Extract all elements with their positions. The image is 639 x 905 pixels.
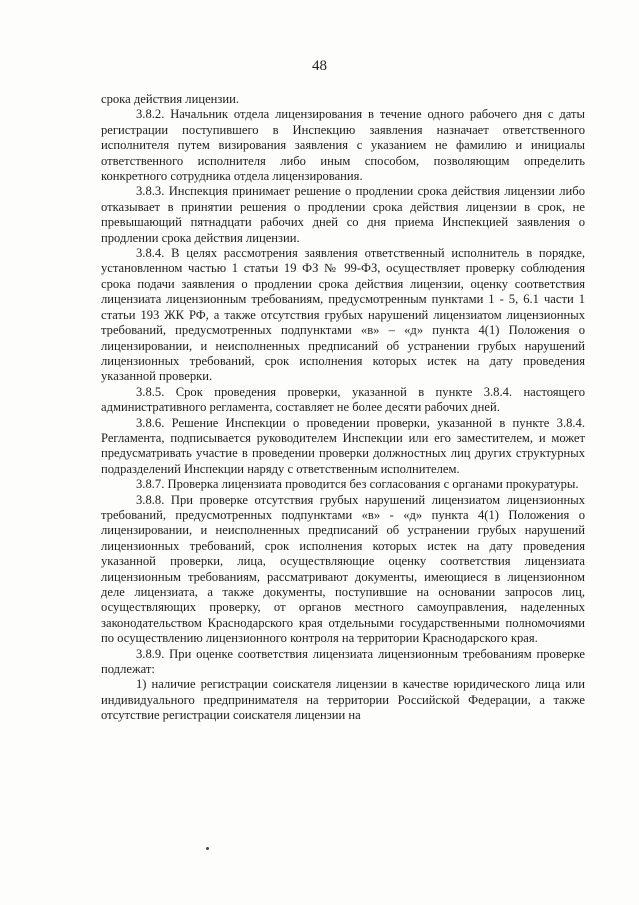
paragraph-continuation: срока действия лицензии. <box>101 92 240 106</box>
paragraph-3-8-5: 3.8.5. Срок проведения проверки, указанной в пункте 3.8.4. настоящего административного регламента, составляет не более десяти рабочих дней. <box>101 384 585 415</box>
paragraph-3-8-2: 3.8.2. Начальник отдела лицензирования в течение одного рабочего дня с даты регистрации поступившего в Инспекцию заявления назначает ответственного исполнителя путем визирования заявления с указанием не фамилию и инициалы ответственного исполнителя либо иным способом, позволяющим определить конкретного сотрудника отдела лицензирования. <box>101 107 585 184</box>
paragraph-3-8-9: 3.8.9. При оценке соответствия лицензиата лицензионным требованиям проверке подлежат: <box>101 646 585 677</box>
document-body <box>101 92 585 724</box>
scan-speck <box>206 847 209 850</box>
paragraph-3-8-7: 3.8.7. Проверка лицензиата проводится без согласования с органами прокуратуры. <box>136 477 579 492</box>
paragraph-3-8-3: 3.8.3. Инспекция принимает решение о продлении срока действия лицензии либо отказывает в принятии решения о продлении срока действия лицензии в срок, не превышающий пятнадцати рабочих дней со дня приема Инспекцией заявления о продлении срока действия лицензии. <box>101 184 585 245</box>
list-item-1: 1) наличие регистрации соискателя лицензии в качестве юридического лица или индивидуального предпринимателя на территории Российской Федерации, а также отсутствие регистрации соискателя лицензии на <box>101 677 585 723</box>
paragraph-3-8-6: 3.8.6. Решение Инспекции о проведении проверки, указанной в пункте 3.8.4. Регламента, подписывается руководителем Инспекции или его заместителем, и может предусматривать участие в проведении проверки должностных лиц других структурных подразделений Инспекции наряду с ответственным исполнителем. <box>101 415 585 476</box>
paragraph-3-8-4: 3.8.4. В целях рассмотрения заявления ответственный исполнитель в порядке, установленном частью 1 статьи 19 ФЗ № 99-ФЗ, осуществляет проверку соблюдения срока подачи заявления о продлении срока действия лицензии, оценку соответствия лицензиата лицензионным требованиям, предусмотренным пунктами 1 - 5, 6.1 части 1 статьи 193 ЖК РФ, а также отсутствия грубых нарушений лицензиатом лицензионных требований, предусмотренных подпунктами «в» – «д» пункта 4(1) Положения о лицензировании, и неисполненных предписаний об устранении грубых нарушений лицензионных требований, срок исполнения которых истек на дату проведения указанной проверки. <box>101 246 585 384</box>
paragraph-3-8-8: 3.8.8. При проверке отсутствия грубых нарушений лицензиатом лицензионных требований, предусмотренных подпунктами «в» - «д» пункта 4(1) Положения о лицензировании, и неисполненных предписаний об устранении грубых нарушений лицензионных требований, срок исполнения которых истек на дату проведения указанной проверки, лица, осуществляющие оценку соответствия лицензиата лицензионным требованиям, рассматривают документы, имеющиеся в лицензионном деле лицензиата, а также документы, поступившие на основании запросов лиц, осуществляющих проверку, от органов местного самоуправления, наделенных законодательством Краснодарского края отдельными государственными полномочиями по осуществлению лицензионного контроля на территории Краснодарского края. <box>101 492 585 646</box>
page-number: 48 <box>312 58 327 74</box>
